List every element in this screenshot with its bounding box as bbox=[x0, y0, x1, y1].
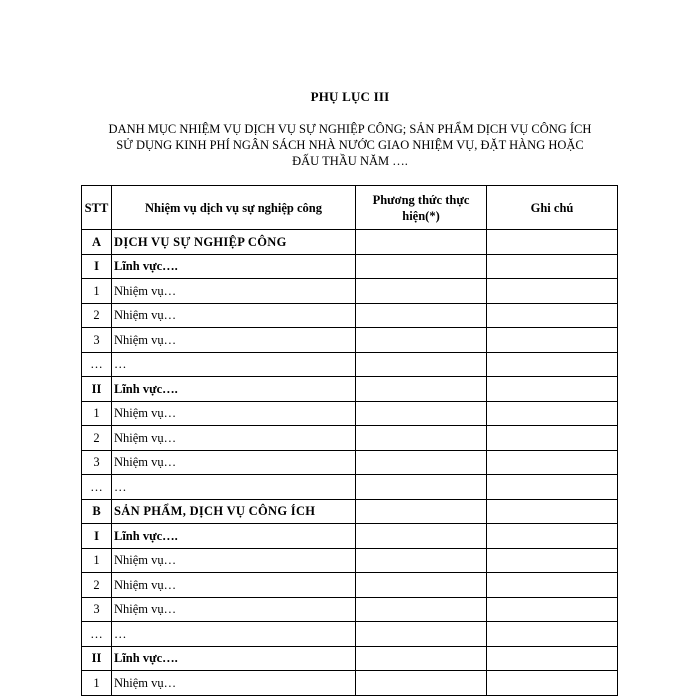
stt-cell: 1 bbox=[82, 548, 112, 573]
stt-cell: … bbox=[82, 622, 112, 647]
stt-cell: 2 bbox=[82, 426, 112, 451]
task-cell: Nhiệm vụ… bbox=[112, 279, 356, 304]
method-cell bbox=[356, 646, 487, 671]
method-cell bbox=[356, 352, 487, 377]
subtitle-line-1: DANH MỤC NHIỆM VỤ DỊCH VỤ SỰ NGHIỆP CÔNG; SẢN PHẨM DỊCH VỤ CÔNG ÍCH bbox=[108, 122, 592, 136]
table-row bbox=[82, 622, 618, 647]
note-cell bbox=[487, 230, 618, 255]
stt-cell: 3 bbox=[82, 328, 112, 353]
document-subtitle bbox=[75, 121, 625, 169]
method-cell bbox=[356, 573, 487, 598]
stt-cell: I bbox=[82, 524, 112, 549]
method-cell bbox=[356, 548, 487, 573]
task-cell: Nhiệm vụ… bbox=[112, 303, 356, 328]
note-cell bbox=[487, 622, 618, 647]
table-row bbox=[82, 303, 618, 328]
header-row bbox=[82, 186, 618, 230]
method-cell bbox=[356, 475, 487, 500]
table-header bbox=[82, 186, 618, 230]
task-cell: Lĩnh vực…. bbox=[112, 524, 356, 549]
subtitle-line-3: ĐẤU THẦU NĂM …. bbox=[292, 154, 408, 168]
table-row bbox=[82, 352, 618, 377]
task-cell: Nhiệm vụ… bbox=[112, 450, 356, 475]
note-cell bbox=[487, 254, 618, 279]
note-cell bbox=[487, 377, 618, 402]
task-cell: Nhiệm vụ… bbox=[112, 328, 356, 353]
method-cell bbox=[356, 401, 487, 426]
note-cell bbox=[487, 450, 618, 475]
task-cell: Nhiệm vụ… bbox=[112, 573, 356, 598]
note-cell bbox=[487, 499, 618, 524]
field-row bbox=[82, 377, 618, 402]
method-cell bbox=[356, 377, 487, 402]
method-cell bbox=[356, 279, 487, 304]
stt-cell: A bbox=[82, 230, 112, 255]
note-cell bbox=[487, 524, 618, 549]
task-cell: … bbox=[112, 475, 356, 500]
table-row bbox=[82, 548, 618, 573]
stt-cell: 1 bbox=[82, 671, 112, 696]
note-cell bbox=[487, 328, 618, 353]
header-stt: STT bbox=[82, 186, 112, 230]
task-cell: Nhiệm vụ… bbox=[112, 548, 356, 573]
note-cell bbox=[487, 303, 618, 328]
table-row bbox=[82, 279, 618, 304]
task-table bbox=[81, 185, 618, 696]
stt-cell: II bbox=[82, 646, 112, 671]
task-cell: Lĩnh vực…. bbox=[112, 377, 356, 402]
field-row bbox=[82, 646, 618, 671]
task-cell: … bbox=[112, 622, 356, 647]
task-cell: … bbox=[112, 352, 356, 377]
subtitle-line-2: SỬ DỤNG KINH PHÍ NGÂN SÁCH NHÀ NƯỚC GIAO NHIỆM VỤ, ĐẶT HÀNG HOẶC bbox=[116, 138, 584, 152]
table-row bbox=[82, 328, 618, 353]
task-cell: SẢN PHẨM, DỊCH VỤ CÔNG ÍCH bbox=[112, 499, 356, 524]
table-row bbox=[82, 401, 618, 426]
field-row bbox=[82, 254, 618, 279]
stt-cell: 3 bbox=[82, 597, 112, 622]
task-cell: Lĩnh vực…. bbox=[112, 254, 356, 279]
note-cell bbox=[487, 401, 618, 426]
stt-cell: II bbox=[82, 377, 112, 402]
method-cell bbox=[356, 450, 487, 475]
note-cell bbox=[487, 426, 618, 451]
method-cell bbox=[356, 671, 487, 696]
stt-cell: 1 bbox=[82, 279, 112, 304]
method-cell bbox=[356, 499, 487, 524]
method-cell bbox=[356, 303, 487, 328]
note-cell bbox=[487, 573, 618, 598]
stt-cell: … bbox=[82, 475, 112, 500]
note-cell bbox=[487, 475, 618, 500]
note-cell bbox=[487, 646, 618, 671]
task-cell: Lĩnh vực…. bbox=[112, 646, 356, 671]
stt-cell: … bbox=[82, 352, 112, 377]
task-cell: Nhiệm vụ… bbox=[112, 401, 356, 426]
stt-cell: I bbox=[82, 254, 112, 279]
stt-cell: 1 bbox=[82, 401, 112, 426]
stt-cell: B bbox=[82, 499, 112, 524]
section-row bbox=[82, 230, 618, 255]
header-method: Phương thức thực hiện(*) bbox=[356, 186, 487, 230]
note-cell bbox=[487, 597, 618, 622]
header-note: Ghi chú bbox=[487, 186, 618, 230]
stt-cell: 2 bbox=[82, 573, 112, 598]
table-row bbox=[82, 573, 618, 598]
task-cell: Nhiệm vụ… bbox=[112, 671, 356, 696]
table-row bbox=[82, 426, 618, 451]
table-row bbox=[82, 475, 618, 500]
table-body bbox=[82, 230, 618, 696]
header-task: Nhiệm vụ dịch vụ sự nghiệp công bbox=[112, 186, 356, 230]
note-cell bbox=[487, 352, 618, 377]
field-row bbox=[82, 524, 618, 549]
method-cell bbox=[356, 622, 487, 647]
note-cell bbox=[487, 548, 618, 573]
stt-cell: 2 bbox=[82, 303, 112, 328]
note-cell bbox=[487, 279, 618, 304]
table-row bbox=[82, 671, 618, 696]
method-cell bbox=[356, 328, 487, 353]
method-cell bbox=[356, 254, 487, 279]
page-title: PHỤ LỤC III bbox=[310, 89, 390, 104]
method-cell bbox=[356, 597, 487, 622]
note-cell bbox=[487, 671, 618, 696]
stt-cell: 3 bbox=[82, 450, 112, 475]
task-cell: Nhiệm vụ… bbox=[112, 597, 356, 622]
section-row bbox=[82, 499, 618, 524]
method-cell bbox=[356, 230, 487, 255]
method-cell bbox=[356, 426, 487, 451]
task-cell: Nhiệm vụ… bbox=[112, 426, 356, 451]
table-row bbox=[82, 597, 618, 622]
method-cell bbox=[356, 524, 487, 549]
table-row bbox=[82, 450, 618, 475]
task-cell: DỊCH VỤ SỰ NGHIỆP CÔNG bbox=[112, 230, 356, 255]
